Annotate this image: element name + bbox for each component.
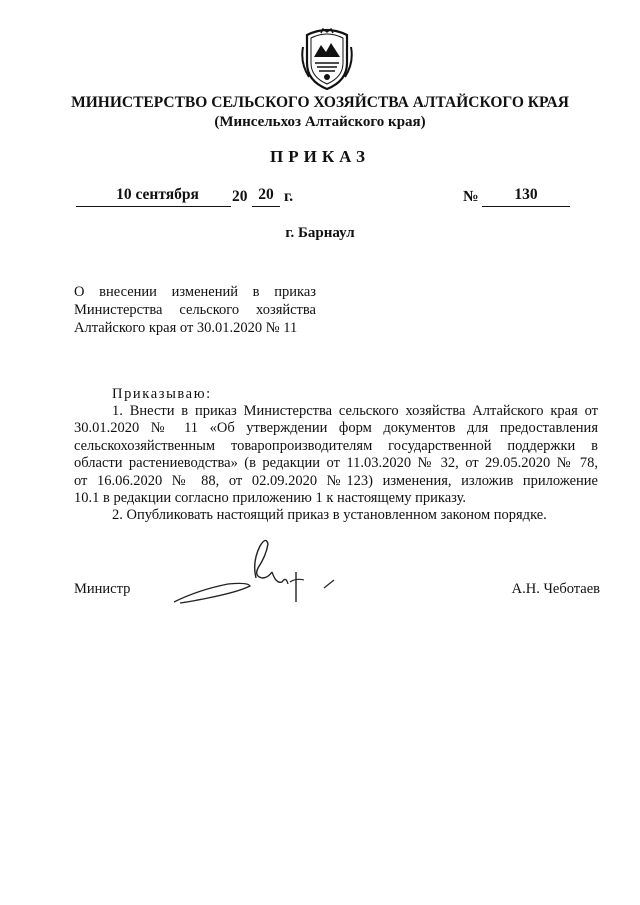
year-prefix: 20 xyxy=(232,188,248,205)
year-suffix: 20 xyxy=(252,186,280,207)
date-number-row xyxy=(0,186,640,210)
subject-line: Министерства сельского хозяйства xyxy=(74,302,316,318)
city: г. Барнаул xyxy=(285,225,355,241)
document-number: 130 xyxy=(482,186,570,207)
signer-position: Министр xyxy=(74,581,131,597)
body-item-2: 2. Опубликовать настоящий приказ в установленном законом порядке. xyxy=(112,507,547,524)
order-word: Приказываю: xyxy=(112,386,212,402)
number-sign: № xyxy=(463,188,479,205)
organization-title: МИНИСТЕРСТВО СЕЛЬСКОГО ХОЗЯЙСТВА АЛТАЙСКОГО КРАЯ xyxy=(71,94,569,111)
handwritten-signature xyxy=(168,532,348,612)
body-line: сельскохозяйственным товаропроизводителям государственной поддержки в xyxy=(74,437,598,454)
year-mark: г. xyxy=(284,188,294,205)
subject-line: О внесении изменений в приказ xyxy=(74,284,316,300)
body-line: области растениеводства» (в редакции от 11.03.2020 № 32, от 29.05.2020 № 78, xyxy=(74,455,598,472)
document-type-title: ПРИКАЗ xyxy=(270,147,370,166)
body-line: от 16.06.2020 № 88, от 02.09.2020 №123) изменения, изложив приложение xyxy=(74,472,598,489)
signer-name: А.Н. Чеботаев xyxy=(511,581,600,597)
document-body xyxy=(74,403,598,525)
organization-short-name: (Минсельхоз Алтайского края) xyxy=(214,114,426,130)
subject-line: Алтайского края от 30.01.2020 № 11 xyxy=(74,320,298,336)
body-line: 30.01.2020 № 11 «Об утверждении форм документов для предоставления xyxy=(74,420,598,437)
date-day-month xyxy=(76,186,231,207)
body-line: 1. Внести в приказ Министерства сельского хозяйства Алтайского края от xyxy=(112,403,598,419)
coat-of-arms-emblem xyxy=(299,27,355,91)
document-subject xyxy=(74,283,316,337)
date-day-month-text: 10 сентября xyxy=(116,186,199,203)
body-line: 10.1 в редакции согласно приложению 1 к настоящему приказу. xyxy=(74,490,466,507)
